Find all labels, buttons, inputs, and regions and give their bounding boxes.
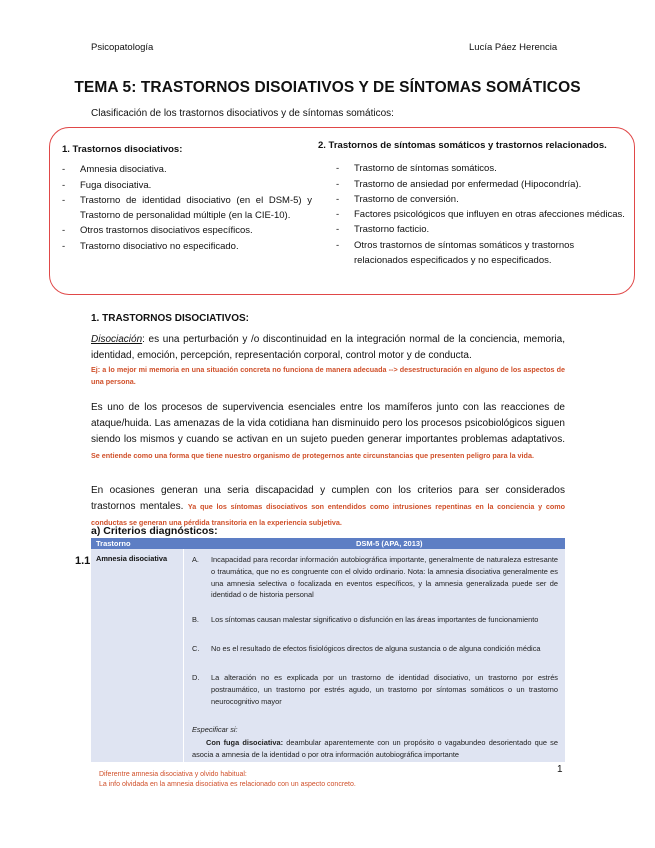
example-note: Ej: a lo mejor mi memoria en una situación concreta no funciona de manera adecuada --> desestructuración en alguno de los aspectos de una persona. bbox=[91, 365, 565, 386]
list-item: - Factores psicológicos que influyen en otras afecciones médicas. bbox=[318, 207, 628, 222]
footnote: La info olvidada en la amnesia disociativa es relacionado con un aspecto concreto. bbox=[99, 781, 356, 788]
definition-paragraph bbox=[91, 332, 565, 388]
dissociative-column bbox=[62, 142, 312, 254]
list-item: - Amnesia disociativa. bbox=[62, 162, 312, 177]
disability-note: Ya que los síntomas disociativos son entendidos como intrusiones repentinas en la conciencia y como conductas se generan una pérdida transitoria en la experiencia subjetiva. bbox=[91, 502, 565, 527]
header-left: Psicopatología bbox=[91, 42, 154, 53]
row-disorder-name: Amnesia disociativa bbox=[96, 554, 168, 563]
somatic-column bbox=[318, 138, 628, 268]
criterion-d: D. La alteración no es explicada por un trastorno de identidad disociativo, un trastorno por estrés postraumático, un trastorno por estrés agudo, un trastorno por síntomas somáticos o un trastorno neurocognitivo mayor bbox=[192, 673, 558, 706]
table-header bbox=[91, 538, 565, 549]
table-header-disorder: Trastorno bbox=[96, 539, 131, 548]
disability-text: En ocasiones generan una seria discapacidad y cumplen con los criterios para ser considerados trastornos mentales. bbox=[91, 485, 565, 512]
survival-text: Es uno de los procesos de supervivencia esenciales entre los mamíferos junto con las reacciones de ataque/huida. Las amenazas de la vida cotidiana han disminuido pero los procesos psicobiológicos siguen siendo los mismos y cuando se activan en un sujeto pueden generar importantes problemas adaptativos. bbox=[91, 402, 565, 445]
section-number: 1.1 bbox=[75, 555, 91, 567]
column-divider bbox=[183, 549, 184, 762]
criterion-b: B. Los síntomas causan malestar significativo o disfunción en las áreas importantes de funcionamiento bbox=[192, 615, 539, 624]
list-item: - Trastorno de conversión. bbox=[318, 192, 628, 207]
specify-label: Especificar si: bbox=[192, 725, 238, 734]
criteria-table bbox=[91, 538, 565, 762]
page-number: 1 bbox=[557, 764, 563, 775]
table-header-dsm: DSM-5 (APA, 2013) bbox=[356, 539, 423, 548]
list-item: - Trastorno de ansiedad por enfermedad (Hipocondría). bbox=[318, 177, 628, 192]
list-item: - Fuga disociativa. bbox=[62, 178, 312, 193]
criterion-a: A. Incapacidad para recordar información autobiográfica importante, generalmente de naturaleza estresante o traumática, que no es congruente con el olvido ordinario. Nota: la amnesia disociativa generalmente es una amnesia selectiva o focalizada en eventos específicos, y la amnesia generalizada puede ser de identidad o de historia personal bbox=[192, 555, 558, 600]
specifier: Con fuga disociativa: deambular aparentemente con un propósito o vagabundeo desorientado que se asocia a amnesia de la identidad o por otra información autobiográfica importante bbox=[192, 738, 558, 759]
criteria-label: a) Criterios diagnósticos: bbox=[91, 525, 218, 537]
dissociative-list bbox=[62, 162, 312, 254]
somatic-heading: 2. Trastornos de síntomas somáticos y trastornos relacionados. bbox=[318, 140, 607, 151]
list-item: - Trastorno de síntomas somáticos. bbox=[318, 161, 628, 176]
disability-paragraph bbox=[91, 483, 565, 531]
dissociative-heading: 1. Trastornos disociativos: bbox=[62, 144, 183, 155]
list-item: - Trastorno de identidad disociativo (en el DSM-5) y Trastorno de personalidad múltiple (en la CIE-10). bbox=[62, 193, 312, 224]
survival-note: Se entiende como una forma que tiene nuestro organismo de protegernos ante circunstancias que presenten peligro para la vida. bbox=[91, 451, 534, 460]
survival-paragraph bbox=[91, 400, 565, 464]
footnote: Diferentre amnesia disociativa y olvido habitual: bbox=[99, 771, 247, 778]
list-item: - Trastorno disociativo no especificado. bbox=[62, 239, 312, 254]
definition-term: Disociación bbox=[91, 334, 143, 345]
definition-text: : es una perturbación y /o discontinuidad en la integración normal de la conciencia, memoria, identidad, emoción, percepción, representación corporal, control motor y de conducta. bbox=[91, 334, 565, 361]
somatic-list bbox=[318, 161, 628, 268]
criterion-c: C. No es el resultado de efectos fisiológicos directos de alguna sustancia o de alguna condición médica bbox=[192, 644, 541, 653]
list-item: - Otros trastornos disociativos específicos. bbox=[62, 223, 312, 238]
section-heading: 1. TRASTORNOS DISOCIATIVOS: bbox=[91, 313, 249, 324]
page-title: TEMA 5: TRASTORNOS DISOIATIVOS Y DE SÍNTOMAS SOMÁTICOS bbox=[74, 79, 581, 96]
subtitle: Clasificación de los trastornos disociativos y de síntomas somáticos: bbox=[91, 108, 394, 119]
list-item: - Trastorno facticio. bbox=[318, 222, 628, 237]
header-right: Lucía Páez Herencia bbox=[469, 42, 558, 53]
list-item: - Otros trastornos de síntomas somáticos y trastornos relacionados especificados y no especificados. bbox=[318, 238, 628, 269]
